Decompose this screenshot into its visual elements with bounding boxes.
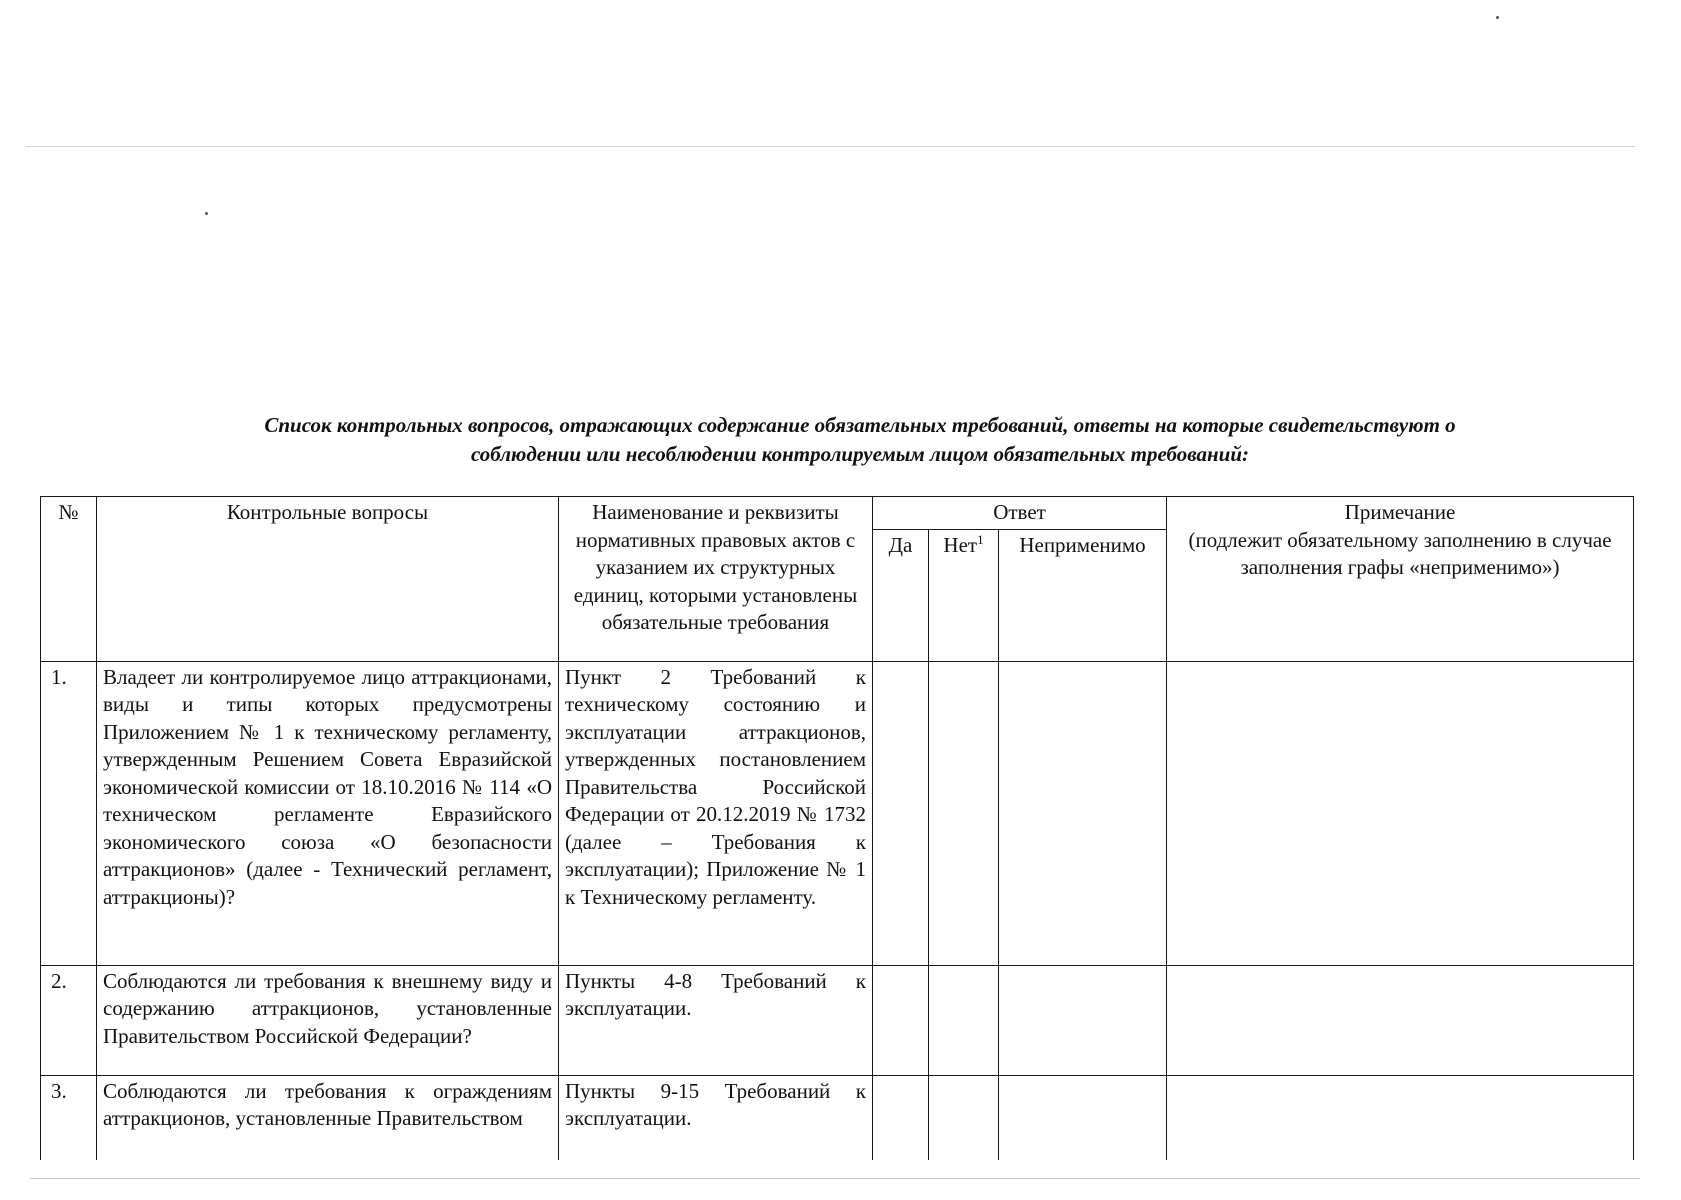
answer-no-cell[interactable] — [929, 965, 999, 1075]
row-question: Соблюдаются ли требования к внешнему виду и содержанию аттракционов, установленные Правительством Российской Федерации? — [97, 965, 559, 1075]
page-bottom-crop — [0, 1160, 1681, 1200]
row-acts: Пункты 4-8 Требований к эксплуатации. — [559, 965, 873, 1075]
title-line-2: соблюдении или несоблюдении контролируемым лицом обязательных требований: — [470, 442, 1249, 466]
row-number: 1. — [41, 661, 97, 965]
header-note-subtitle: (подлежит обязательному заполнению в случае заполнения графы «неприменимо») — [1188, 527, 1612, 579]
title-line-1: Список контрольных вопросов, отражающих содержание обязательных требований, ответы на которые свидетельствуют о — [264, 413, 1456, 437]
answer-yes-cell[interactable] — [873, 661, 929, 965]
answer-no-cell[interactable] — [929, 661, 999, 965]
answer-yes-cell[interactable] — [873, 965, 929, 1075]
header-question: Контрольные вопросы — [97, 497, 559, 662]
header-num: № — [41, 497, 97, 662]
document-title — [150, 411, 1570, 469]
header-yes: Да — [873, 529, 929, 661]
row-number: 3. — [41, 1075, 97, 1185]
row-question: Владеет ли контролируемое лицо аттракционами, виды и типы которых предусмотрены Приложением № 1 к техническому регламенту, утвержденным Решением Совета Евразийской экономической комиссии от 18.10.2016 № 114 «О техническом регламенте Евразийского экономического союза «О безопасности аттракционов» (далее - Технический регламент, аттракционы)? — [97, 661, 559, 965]
header-note — [1167, 497, 1634, 662]
row-acts: Пункт 2 Требований к техническому состоянию и эксплуатации аттракционов, утвержденных постановлением Правительства Российской Федерации от 20.12.2019 № 1732 (далее – Требования к эксплуатации); Приложение № 1 к Техническому регламенту. — [559, 661, 873, 965]
row-question: Соблюдаются ли требования к ограждениям аттракционов, установленные Правительством — [97, 1075, 559, 1185]
row-number: 2. — [41, 965, 97, 1075]
header-row — [41, 497, 1634, 530]
row-acts: Пункты 9-15 Требований к эксплуатации. — [559, 1075, 873, 1185]
note-cell[interactable] — [1167, 661, 1634, 965]
header-note-title: Примечание — [1344, 500, 1456, 524]
header-na: Неприменимо — [999, 529, 1167, 661]
header-answer: Ответ — [873, 497, 1167, 530]
answer-na-cell[interactable] — [999, 661, 1167, 965]
scan-speck — [1496, 16, 1499, 19]
scan-speck — [205, 212, 208, 215]
table-row — [41, 965, 1634, 1075]
header-no-label: Нет — [943, 532, 978, 557]
scan-artifact-line — [30, 1178, 1640, 1179]
header-no — [929, 529, 999, 661]
header-acts: Наименование и реквизиты нормативных правовых актов с указанием их структурных единиц, которыми установлены обязательные требования — [559, 497, 873, 662]
footnote-mark: 1 — [977, 531, 984, 547]
checklist-table — [40, 496, 1634, 1186]
table-row — [41, 661, 1634, 965]
answer-na-cell[interactable] — [999, 965, 1167, 1075]
note-cell[interactable] — [1167, 965, 1634, 1075]
scan-artifact-line — [25, 146, 1635, 147]
